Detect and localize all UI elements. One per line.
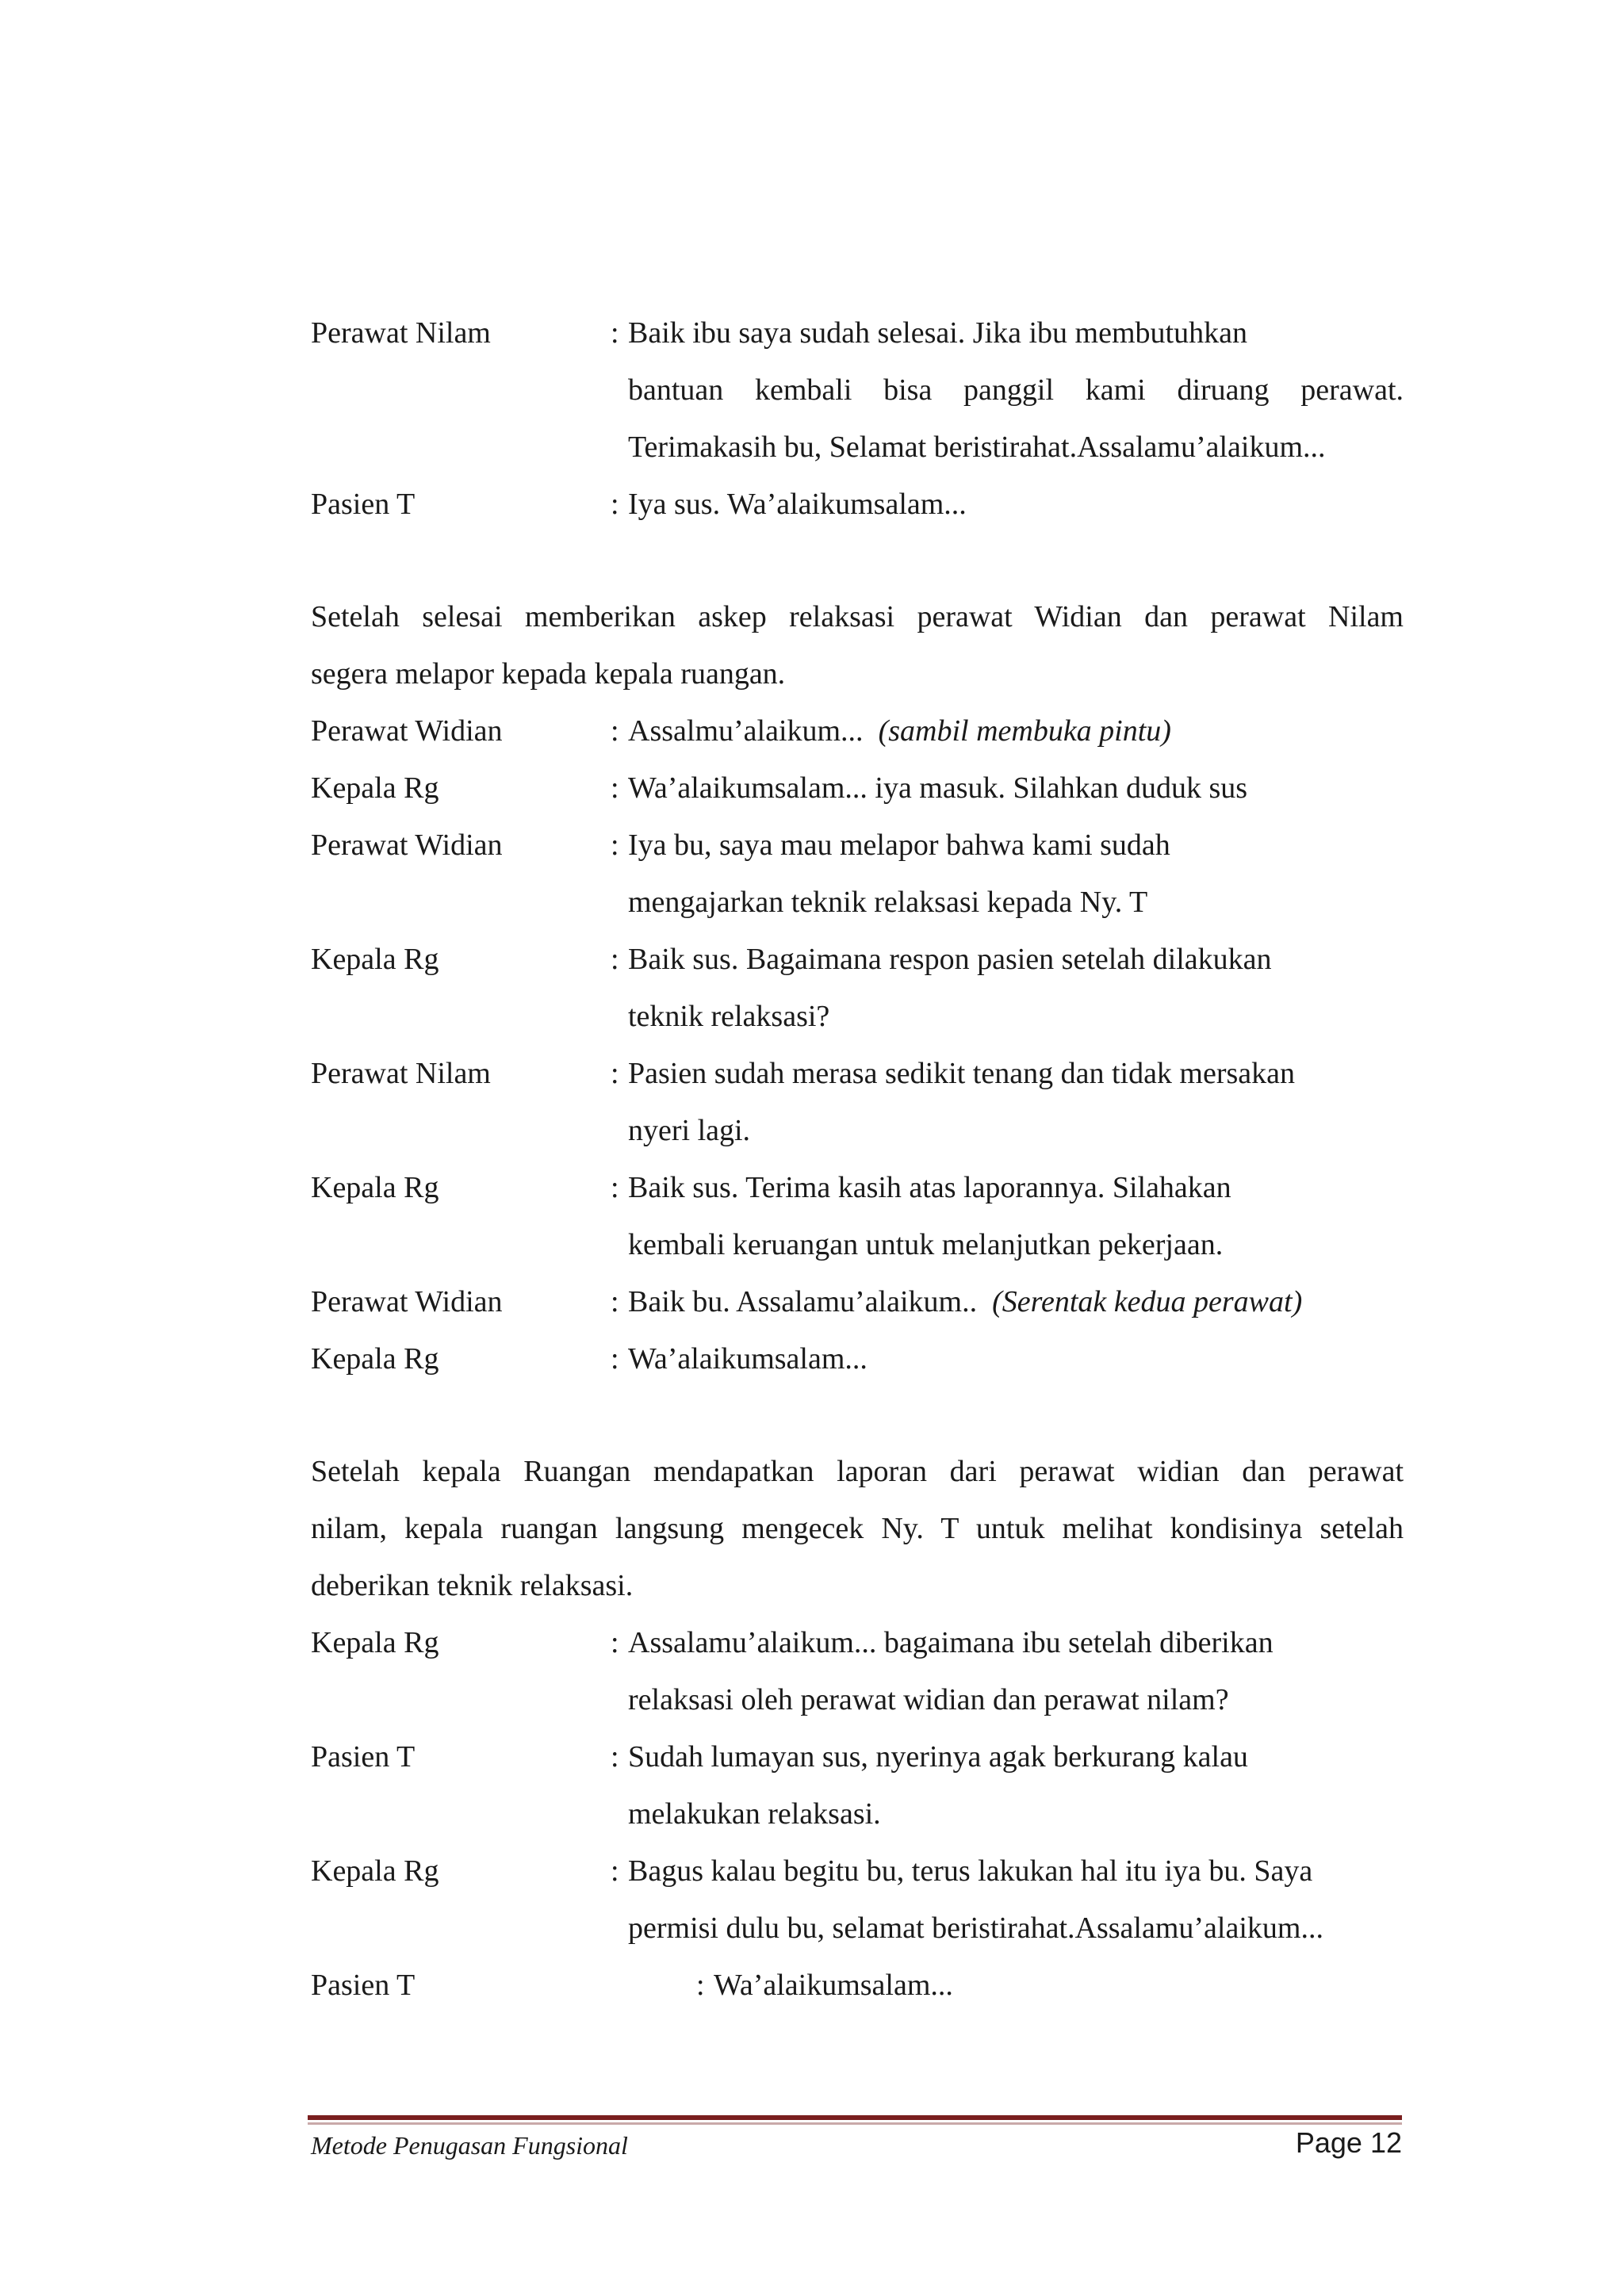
speaker-name: Kepala Rg (311, 1626, 439, 1659)
dialogue-entry (311, 760, 1404, 817)
paragraph-line: Setelah kepala Ruangan mendapatkan laporan dari perawat widian dan perawat (311, 1455, 1404, 1488)
page-number: Page 12 (1295, 2126, 1402, 2159)
speech-text: : Wa’alaikumsalam... (611, 1342, 868, 1376)
speech-line: mengajarkan teknik relaksasi kepada Ny. T (628, 886, 1148, 919)
speech-text: : Baik ibu saya sudah selesai. Jika ibu membutuhkan bantuan kembali bisa panggil kami diruang perawat. Terimakasih bu, Selamat beristirahat.Assalamu’alaikum... (611, 304, 1404, 476)
speech-text: : Baik bu. Assalamu’alaikum.. (Serentak kedua perawat) (611, 1285, 1303, 1318)
dialogue-entry (311, 304, 1404, 476)
speech-line: nyeri lagi. (628, 1114, 751, 1147)
speaker-name: Kepala Rg (311, 1171, 439, 1204)
speech-text: : Baik sus. Bagaimana respon pasien setelah dilakukan teknik relaksasi? (611, 931, 1404, 1045)
speech-line: melakukan relaksasi. (628, 1797, 881, 1831)
narrative-paragraph (311, 1443, 1404, 1614)
footer-rule (308, 2115, 1402, 2125)
speech-text: : Sudah lumayan sus, nyerinya agak berkurang kalau melakukan relaksasi. (611, 1728, 1404, 1843)
speaker-name: Perawat Widian (311, 714, 503, 748)
speech-line: bantuan kembali bisa panggil kami diruang perawat. (628, 373, 1404, 407)
page-content (311, 304, 1404, 2014)
speech-line: kembali keruangan untuk melanjutkan pekerjaan. (628, 1228, 1224, 1261)
speaker-name: Pasien T (311, 488, 416, 521)
dialogue-entry (311, 1728, 1404, 1843)
speech-text: : Assalmu’alaikum... (sambil membuka pintu) (611, 714, 1171, 748)
footer-title: Metode Penugasan Fungsional (311, 2131, 628, 2160)
speech-line: relaksasi oleh perawat widian dan perawat nilam? (628, 1683, 1229, 1716)
speaker-name: Perawat Widian (311, 1285, 503, 1318)
speaker-name: Kepala Rg (311, 1342, 439, 1376)
dialogue-entry (311, 1843, 1404, 1957)
speaker-name: Kepala Rg (311, 943, 439, 976)
speech-line: Iya sus. Wa’alaikumsalam... (628, 488, 967, 521)
speech-line: Assalamu’alaikum... bagaimana ibu setelah diberikan (628, 1626, 1274, 1659)
paragraph-line: segera melapor kepada kepala ruangan. (311, 657, 786, 691)
speech-text: : Wa’alaikumsalam... (696, 1969, 953, 2002)
speaker-name: Perawat Nilam (311, 316, 491, 350)
speech-line: Baik sus. Bagaimana respon pasien setelah dilakukan (628, 943, 1272, 976)
speech-text: : Bagus kalau begitu bu, terus lakukan hal itu iya bu. Saya permisi dulu bu, selamat beristirahat.Assalamu’alaikum... (611, 1843, 1404, 1957)
dialogue-entry (311, 1330, 1404, 1387)
speech-line: permisi dulu bu, selamat beristirahat.Assalamu’alaikum... (628, 1911, 1323, 1945)
speech-text: : Pasien sudah merasa sedikit tenang dan tidak mersakan nyeri lagi. (611, 1045, 1404, 1159)
speaker-name: Pasien T (311, 1969, 416, 2002)
dialogue-entry (311, 1045, 1404, 1159)
speech-text: : Baik sus. Terima kasih atas laporannya. Silahakan kembali keruangan untuk melanjutkan pekerjaan. (611, 1159, 1404, 1273)
speech-text: : Assalamu’alaikum... bagaimana ibu setelah diberikan relaksasi oleh perawat widian dan perawat nilam? (611, 1614, 1404, 1728)
dialogue-entry (311, 817, 1404, 931)
speaker-name: Perawat Widian (311, 828, 503, 862)
speech-line: Iya bu, saya mau melapor bahwa kami sudah (628, 828, 1170, 862)
dialogue-entry (311, 1614, 1404, 1728)
dialogue-entry (311, 476, 1404, 533)
speech-line: teknik relaksasi? (628, 1000, 830, 1033)
speaker-name: Pasien T (311, 1740, 416, 1774)
stage-direction: (Serentak kedua perawat) (992, 1285, 1303, 1318)
dialogue-entry (311, 1159, 1404, 1273)
dialogue-entry (311, 1273, 1404, 1330)
speaker-name: Perawat Nilam (311, 1057, 491, 1090)
paragraph-line: Setelah selesai memberikan askep relaksasi perawat Widian dan perawat Nilam (311, 600, 1404, 633)
speech-line: Wa’alaikumsalam... (714, 1969, 953, 2002)
paragraph-line: nilam, kepala ruangan langsung mengecek Ny. T untuk melihat kondisinya setelah (311, 1512, 1404, 1545)
dialogue-entry (311, 1957, 1404, 2014)
dialogue-entry (311, 702, 1404, 760)
speech-line: Bagus kalau begitu bu, terus lakukan hal itu iya bu. Saya (628, 1854, 1313, 1888)
paragraph-line: deberikan teknik relaksasi. (311, 1569, 634, 1602)
speech-line: Wa’alaikumsalam... iya masuk. Silahkan duduk sus (628, 771, 1248, 805)
speech-line: Wa’alaikumsalam... (628, 1342, 868, 1376)
speech-text: : Iya sus. Wa’alaikumsalam... (611, 488, 967, 521)
narrative-paragraph (311, 588, 1404, 702)
speech-line: Baik ibu saya sudah selesai. Jika ibu membutuhkan (628, 316, 1247, 350)
stage-direction: (sambil membuka pintu) (878, 714, 1171, 748)
speech-text: : Iya bu, saya mau melapor bahwa kami sudah mengajarkan teknik relaksasi kepada Ny. T (611, 817, 1404, 931)
speech-line: Terimakasih bu, Selamat beristirahat.Assalamu’alaikum... (628, 430, 1326, 464)
speech-line: Baik sus. Terima kasih atas laporannya. Silahakan (628, 1171, 1231, 1204)
speaker-name: Kepala Rg (311, 771, 439, 805)
speech-line: Assalmu’alaikum... (628, 714, 864, 748)
speaker-name: Kepala Rg (311, 1854, 439, 1888)
dialogue-entry (311, 931, 1404, 1045)
speech-text: : Wa’alaikumsalam... iya masuk. Silahkan duduk sus (611, 771, 1248, 805)
speech-line: Baik bu. Assalamu’alaikum.. (628, 1285, 978, 1318)
speech-line: Sudah lumayan sus, nyerinya agak berkurang kalau (628, 1740, 1248, 1774)
speech-line: Pasien sudah merasa sedikit tenang dan tidak mersakan (628, 1057, 1296, 1090)
